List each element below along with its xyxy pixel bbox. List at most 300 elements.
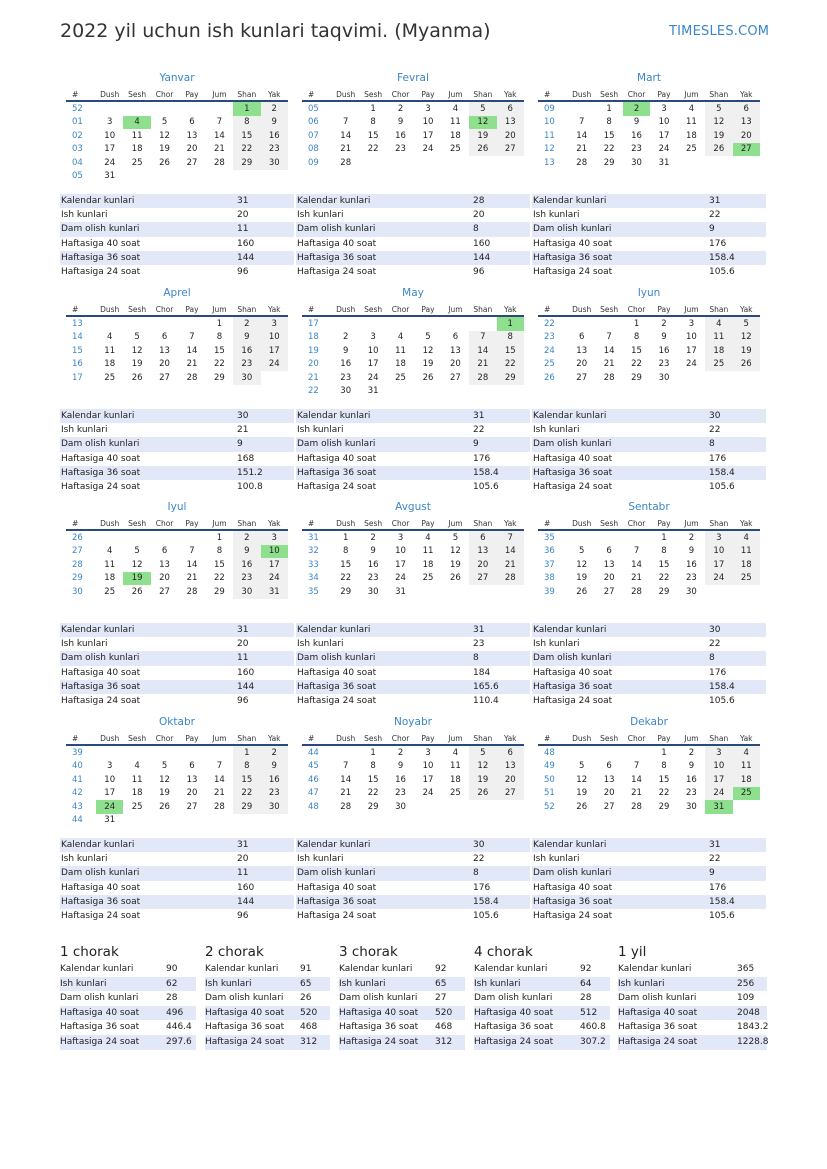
day-cell[interactable]: 28	[213, 801, 225, 812]
day-cell[interactable]: 26	[705, 143, 732, 157]
day-cell[interactable]: 9	[397, 761, 404, 772]
day-cell[interactable]: 21	[497, 558, 524, 572]
day-cell[interactable]: 20	[186, 144, 198, 155]
day-cell[interactable]: 8	[216, 546, 223, 557]
day-cell[interactable]: 26	[159, 801, 170, 812]
day-cell[interactable]: 10	[422, 761, 434, 772]
day-cell[interactable]: 24	[261, 358, 288, 372]
day-cell[interactable]: 12	[449, 546, 461, 557]
day-cell[interactable]: 21	[186, 359, 198, 370]
day-cell[interactable]: 8	[606, 117, 612, 128]
day-cell[interactable]: 7	[189, 332, 195, 343]
day-cell[interactable]: 19	[123, 572, 150, 586]
day-cell[interactable]: 3	[688, 318, 695, 329]
day-cell[interactable]: 30	[261, 156, 288, 170]
day-cell[interactable]: 7	[216, 761, 223, 772]
day-cell[interactable]: 19	[131, 359, 143, 370]
day-cell[interactable]: 27	[186, 801, 198, 812]
day-cell[interactable]: 12	[422, 345, 434, 356]
day-cell[interactable]: 28	[340, 157, 352, 168]
day-cell[interactable]: 16	[685, 774, 697, 785]
day-cell[interactable]: 6	[452, 332, 459, 343]
day-cell[interactable]: 5	[733, 316, 760, 331]
day-cell[interactable]: 7	[343, 117, 349, 128]
site-link[interactable]: TIMESLES.COM	[669, 24, 770, 39]
day-cell[interactable]: 10	[422, 117, 434, 128]
day-cell[interactable]: 15	[497, 344, 524, 358]
day-cell[interactable]: 1	[216, 532, 223, 543]
day-cell[interactable]: 26	[469, 787, 496, 801]
day-cell[interactable]: 19	[159, 788, 170, 799]
day-cell[interactable]: 16	[395, 774, 406, 785]
day-cell[interactable]: 18	[449, 774, 461, 785]
day-cell[interactable]: 14	[497, 545, 524, 559]
day-cell[interactable]: 19	[576, 788, 588, 799]
day-cell[interactable]: 17	[685, 345, 697, 356]
day-cell[interactable]: 10	[104, 774, 116, 785]
day-cell[interactable]: 19	[422, 359, 434, 370]
day-cell[interactable]: 18	[449, 130, 461, 141]
day-cell[interactable]: 24	[367, 372, 379, 383]
day-cell[interactable]: 12	[576, 774, 588, 785]
day-cell[interactable]: 3	[370, 332, 376, 343]
day-cell[interactable]: 10	[685, 332, 697, 343]
day-cell[interactable]: 28	[576, 157, 588, 168]
day-cell[interactable]: 30	[685, 586, 697, 597]
day-cell[interactable]: 13	[159, 559, 170, 570]
day-cell[interactable]: 29	[631, 372, 642, 383]
day-cell[interactable]: 14	[213, 774, 225, 785]
day-cell[interactable]: 18	[104, 573, 116, 584]
day-cell[interactable]: 5	[579, 761, 585, 772]
day-cell[interactable]: 23	[261, 143, 288, 157]
day-cell[interactable]: 10	[104, 130, 116, 141]
day-cell[interactable]: 11	[104, 345, 116, 356]
day-cell[interactable]: 30	[395, 801, 406, 812]
day-cell[interactable]: 15	[603, 130, 615, 141]
day-cell[interactable]: 23	[233, 358, 260, 372]
day-cell[interactable]: 14	[186, 559, 198, 570]
day-cell[interactable]: 18	[705, 344, 732, 358]
day-cell[interactable]: 1	[370, 103, 376, 114]
day-cell[interactable]: 25	[422, 573, 434, 584]
day-cell[interactable]: 16	[340, 359, 352, 370]
day-cell[interactable]: 24	[658, 144, 670, 155]
day-cell[interactable]: 31	[705, 800, 732, 814]
day-cell[interactable]: 5	[469, 745, 496, 760]
day-cell[interactable]: 29	[233, 156, 260, 170]
day-cell[interactable]: 16	[395, 130, 406, 141]
day-cell[interactable]: 24	[395, 573, 406, 584]
day-cell[interactable]: 10	[261, 331, 288, 345]
day-cell[interactable]: 27	[159, 586, 170, 597]
day-cell[interactable]: 17	[395, 559, 406, 570]
day-cell[interactable]: 17	[422, 130, 434, 141]
day-cell[interactable]: 15	[213, 345, 225, 356]
day-cell[interactable]: 15	[658, 774, 670, 785]
day-cell[interactable]: 7	[633, 546, 640, 557]
day-cell[interactable]: 15	[658, 559, 670, 570]
day-cell[interactable]: 8	[233, 116, 260, 130]
day-cell[interactable]: 22	[603, 144, 615, 155]
day-cell[interactable]: 24	[104, 157, 116, 168]
day-cell[interactable]: 6	[606, 546, 612, 557]
day-cell[interactable]: 9	[233, 331, 260, 345]
day-cell[interactable]: 27	[159, 372, 170, 383]
day-cell[interactable]: 22	[233, 787, 260, 801]
day-cell[interactable]: 22	[233, 143, 260, 157]
day-cell[interactable]: 5	[425, 332, 431, 343]
day-cell[interactable]: 7	[606, 332, 612, 343]
day-cell[interactable]: 2	[688, 747, 695, 758]
day-cell[interactable]: 7	[216, 117, 223, 128]
day-cell[interactable]: 21	[631, 788, 642, 799]
day-cell[interactable]: 20	[159, 359, 170, 370]
day-cell[interactable]: 28	[340, 801, 352, 812]
day-cell[interactable]: 19	[469, 129, 496, 143]
day-cell[interactable]: 13	[497, 760, 524, 774]
day-cell[interactable]: 7	[497, 530, 524, 545]
day-cell[interactable]: 24	[685, 359, 697, 370]
day-cell[interactable]: 14	[631, 774, 642, 785]
day-cell[interactable]: 12	[733, 331, 760, 345]
day-cell[interactable]: 8	[661, 761, 667, 772]
day-cell[interactable]: 24	[422, 788, 434, 799]
day-cell[interactable]: 6	[161, 332, 168, 343]
day-cell[interactable]: 25	[131, 801, 143, 812]
day-cell[interactable]: 15	[340, 559, 352, 570]
day-cell[interactable]: 3	[261, 316, 288, 331]
day-cell[interactable]: 25	[733, 787, 760, 801]
day-cell[interactable]: 18	[104, 359, 116, 370]
day-cell[interactable]: 2	[623, 101, 650, 116]
day-cell[interactable]: 11	[733, 545, 760, 559]
day-cell[interactable]: 17	[705, 558, 732, 572]
day-cell[interactable]: 4	[123, 116, 150, 130]
day-cell[interactable]: 28	[469, 371, 496, 385]
day-cell[interactable]: 9	[688, 546, 695, 557]
day-cell[interactable]: 27	[733, 143, 760, 157]
day-cell[interactable]: 11	[395, 345, 406, 356]
day-cell[interactable]: 11	[449, 117, 461, 128]
day-cell[interactable]: 1	[606, 103, 612, 114]
day-cell[interactable]: 21	[631, 573, 642, 584]
day-cell[interactable]: 31	[261, 585, 288, 599]
day-cell[interactable]: 13	[733, 116, 760, 130]
day-cell[interactable]: 15	[631, 345, 642, 356]
day-cell[interactable]: 1	[216, 318, 223, 329]
day-cell[interactable]: 18	[131, 788, 143, 799]
day-cell[interactable]: 2	[661, 318, 667, 329]
day-cell[interactable]: 9	[370, 546, 376, 557]
day-cell[interactable]: 14	[576, 130, 588, 141]
day-cell[interactable]: 19	[159, 144, 170, 155]
day-cell[interactable]: 4	[705, 316, 732, 331]
day-cell[interactable]: 30	[367, 586, 379, 597]
day-cell[interactable]: 7	[343, 761, 349, 772]
day-cell[interactable]: 5	[134, 332, 140, 343]
day-cell[interactable]: 14	[186, 345, 198, 356]
day-cell[interactable]: 23	[340, 372, 352, 383]
day-cell[interactable]: 16	[685, 559, 697, 570]
day-cell[interactable]: 22	[631, 359, 642, 370]
day-cell[interactable]: 14	[631, 559, 642, 570]
day-cell[interactable]: 16	[233, 558, 260, 572]
day-cell[interactable]: 31	[658, 157, 670, 168]
day-cell[interactable]: 18	[395, 359, 406, 370]
day-cell[interactable]: 17	[658, 130, 670, 141]
day-cell[interactable]: 29	[367, 801, 379, 812]
day-cell[interactable]: 6	[579, 332, 585, 343]
day-cell[interactable]: 29	[658, 586, 670, 597]
day-cell[interactable]: 20	[186, 788, 198, 799]
day-cell[interactable]: 26	[469, 143, 496, 157]
day-cell[interactable]: 9	[261, 760, 288, 774]
day-cell[interactable]: 30	[261, 800, 288, 814]
day-cell[interactable]: 27	[497, 787, 524, 801]
day-cell[interactable]: 12	[131, 345, 143, 356]
day-cell[interactable]: 5	[452, 532, 459, 543]
day-cell[interactable]: 12	[705, 116, 732, 130]
day-cell[interactable]: 16	[261, 129, 288, 143]
day-cell[interactable]: 26	[576, 801, 588, 812]
day-cell[interactable]: 22	[367, 788, 379, 799]
day-cell[interactable]: 22	[367, 144, 379, 155]
day-cell[interactable]: 23	[233, 572, 260, 586]
day-cell[interactable]: 8	[216, 332, 223, 343]
day-cell[interactable]: 10	[261, 545, 288, 559]
day-cell[interactable]: 22	[658, 788, 670, 799]
day-cell[interactable]: 16	[631, 130, 642, 141]
day-cell[interactable]: 21	[469, 358, 496, 372]
day-cell[interactable]: 10	[367, 345, 379, 356]
day-cell[interactable]: 23	[685, 788, 697, 799]
day-cell[interactable]: 4	[425, 532, 431, 543]
day-cell[interactable]: 29	[340, 586, 352, 597]
day-cell[interactable]: 23	[685, 573, 697, 584]
day-cell[interactable]: 31	[104, 815, 116, 826]
day-cell[interactable]: 27	[469, 572, 496, 586]
day-cell[interactable]: 20	[497, 129, 524, 143]
day-cell[interactable]: 22	[213, 573, 225, 584]
day-cell[interactable]: 6	[733, 101, 760, 116]
day-cell[interactable]: 26	[131, 586, 143, 597]
day-cell[interactable]: 7	[579, 117, 585, 128]
day-cell[interactable]: 28	[631, 801, 642, 812]
day-cell[interactable]: 5	[161, 117, 168, 128]
day-cell[interactable]: 14	[213, 130, 225, 141]
day-cell[interactable]: 2	[343, 332, 349, 343]
day-cell[interactable]: 28	[186, 372, 198, 383]
day-cell[interactable]: 13	[449, 345, 461, 356]
day-cell[interactable]: 27	[186, 157, 198, 168]
day-cell[interactable]: 9	[261, 116, 288, 130]
day-cell[interactable]: 17	[705, 773, 732, 787]
day-cell[interactable]: 8	[343, 546, 349, 557]
day-cell[interactable]: 20	[469, 558, 496, 572]
day-cell[interactable]: 17	[104, 788, 116, 799]
day-cell[interactable]: 28	[213, 157, 225, 168]
day-cell[interactable]: 20	[576, 359, 588, 370]
day-cell[interactable]: 17	[367, 359, 379, 370]
day-cell[interactable]: 3	[107, 117, 113, 128]
day-cell[interactable]: 12	[159, 774, 170, 785]
day-cell[interactable]: 27	[497, 143, 524, 157]
day-cell[interactable]: 23	[658, 359, 670, 370]
day-cell[interactable]: 26	[733, 358, 760, 372]
day-cell[interactable]: 21	[340, 144, 352, 155]
day-cell[interactable]: 12	[469, 116, 496, 130]
day-cell[interactable]: 29	[658, 801, 670, 812]
day-cell[interactable]: 3	[705, 745, 732, 760]
day-cell[interactable]: 4	[107, 546, 113, 557]
day-cell[interactable]: 17	[104, 144, 116, 155]
day-cell[interactable]: 28	[497, 572, 524, 586]
day-cell[interactable]: 9	[343, 345, 349, 356]
day-cell[interactable]: 5	[579, 546, 585, 557]
day-cell[interactable]: 12	[576, 559, 588, 570]
day-cell[interactable]: 20	[733, 129, 760, 143]
day-cell[interactable]: 5	[705, 101, 732, 116]
day-cell[interactable]: 30	[685, 801, 697, 812]
day-cell[interactable]: 6	[497, 101, 524, 116]
day-cell[interactable]: 13	[186, 774, 198, 785]
day-cell[interactable]: 21	[603, 359, 615, 370]
day-cell[interactable]: 8	[370, 117, 376, 128]
day-cell[interactable]: 28	[603, 372, 615, 383]
day-cell[interactable]: 1	[633, 318, 640, 329]
day-cell[interactable]: 11	[685, 117, 697, 128]
day-cell[interactable]: 2	[233, 316, 260, 331]
day-cell[interactable]: 25	[449, 144, 461, 155]
day-cell[interactable]: 24	[96, 800, 123, 814]
day-cell[interactable]: 13	[603, 559, 615, 570]
day-cell[interactable]: 5	[161, 761, 168, 772]
day-cell[interactable]: 9	[661, 332, 667, 343]
day-cell[interactable]: 24	[261, 572, 288, 586]
day-cell[interactable]: 27	[603, 586, 615, 597]
day-cell[interactable]: 13	[159, 345, 170, 356]
day-cell[interactable]: 19	[469, 773, 496, 787]
day-cell[interactable]: 22	[658, 573, 670, 584]
day-cell[interactable]: 18	[733, 773, 760, 787]
day-cell[interactable]: 20	[159, 573, 170, 584]
day-cell[interactable]: 8	[370, 761, 376, 772]
day-cell[interactable]: 6	[606, 761, 612, 772]
day-cell[interactable]: 5	[469, 101, 496, 116]
day-cell[interactable]: 6	[469, 530, 496, 545]
day-cell[interactable]: 19	[449, 559, 461, 570]
day-cell[interactable]: 14	[340, 774, 352, 785]
day-cell[interactable]: 13	[497, 116, 524, 130]
day-cell[interactable]: 16	[367, 559, 379, 570]
day-cell[interactable]: 3	[107, 761, 113, 772]
day-cell[interactable]: 25	[104, 586, 116, 597]
day-cell[interactable]: 1	[661, 532, 667, 543]
day-cell[interactable]: 3	[425, 747, 431, 758]
day-cell[interactable]: 11	[422, 546, 434, 557]
day-cell[interactable]: 6	[161, 546, 168, 557]
day-cell[interactable]: 18	[422, 559, 434, 570]
day-cell[interactable]: 25	[733, 572, 760, 586]
day-cell[interactable]: 2	[233, 530, 260, 545]
day-cell[interactable]: 25	[449, 788, 461, 799]
day-cell[interactable]: 24	[422, 144, 434, 155]
day-cell[interactable]: 8	[497, 331, 524, 345]
day-cell[interactable]: 30	[233, 371, 260, 385]
day-cell[interactable]: 4	[107, 332, 113, 343]
day-cell[interactable]: 4	[397, 332, 404, 343]
day-cell[interactable]: 22	[213, 359, 225, 370]
day-cell[interactable]: 18	[685, 130, 697, 141]
day-cell[interactable]: 9	[397, 117, 404, 128]
day-cell[interactable]: 19	[705, 129, 732, 143]
day-cell[interactable]: 16	[658, 345, 670, 356]
day-cell[interactable]: 25	[131, 157, 143, 168]
day-cell[interactable]: 26	[159, 157, 170, 168]
day-cell[interactable]: 10	[705, 545, 732, 559]
day-cell[interactable]: 6	[189, 761, 195, 772]
day-cell[interactable]: 2	[397, 747, 404, 758]
day-cell[interactable]: 3	[261, 530, 288, 545]
day-cell[interactable]: 8	[233, 760, 260, 774]
day-cell[interactable]: 14	[469, 344, 496, 358]
day-cell[interactable]: 31	[395, 586, 406, 597]
day-cell[interactable]: 24	[705, 787, 732, 801]
day-cell[interactable]: 12	[159, 130, 170, 141]
day-cell[interactable]: 23	[631, 144, 642, 155]
day-cell[interactable]: 29	[213, 372, 225, 383]
day-cell[interactable]: 18	[131, 144, 143, 155]
day-cell[interactable]: 15	[367, 130, 379, 141]
day-cell[interactable]: 11	[131, 774, 143, 785]
day-cell[interactable]: 1	[233, 101, 260, 116]
day-cell[interactable]: 29	[233, 800, 260, 814]
day-cell[interactable]: 8	[633, 332, 640, 343]
day-cell[interactable]: 3	[425, 103, 431, 114]
day-cell[interactable]: 5	[134, 546, 140, 557]
day-cell[interactable]: 26	[131, 372, 143, 383]
day-cell[interactable]: 23	[367, 573, 379, 584]
day-cell[interactable]: 13	[469, 545, 496, 559]
day-cell[interactable]: 21	[213, 788, 225, 799]
day-cell[interactable]: 25	[395, 372, 406, 383]
day-cell[interactable]: 21	[576, 144, 588, 155]
day-cell[interactable]: 28	[186, 586, 198, 597]
day-cell[interactable]: 4	[452, 747, 459, 758]
day-cell[interactable]: 20	[603, 788, 615, 799]
day-cell[interactable]: 25	[685, 144, 697, 155]
day-cell[interactable]: 20	[497, 773, 524, 787]
day-cell[interactable]: 7	[633, 761, 640, 772]
day-cell[interactable]: 21	[213, 144, 225, 155]
day-cell[interactable]: 1	[343, 532, 349, 543]
day-cell[interactable]: 25	[705, 358, 732, 372]
day-cell[interactable]: 26	[576, 586, 588, 597]
day-cell[interactable]: 11	[705, 331, 732, 345]
day-cell[interactable]: 11	[733, 760, 760, 774]
day-cell[interactable]: 25	[104, 372, 116, 383]
day-cell[interactable]: 13	[186, 130, 198, 141]
day-cell[interactable]: 19	[576, 573, 588, 584]
day-cell[interactable]: 23	[395, 144, 406, 155]
day-cell[interactable]: 17	[261, 558, 288, 572]
day-cell[interactable]: 21	[340, 788, 352, 799]
day-cell[interactable]: 15	[367, 774, 379, 785]
day-cell[interactable]: 30	[340, 386, 352, 397]
day-cell[interactable]: 20	[603, 573, 615, 584]
day-cell[interactable]: 9	[233, 545, 260, 559]
